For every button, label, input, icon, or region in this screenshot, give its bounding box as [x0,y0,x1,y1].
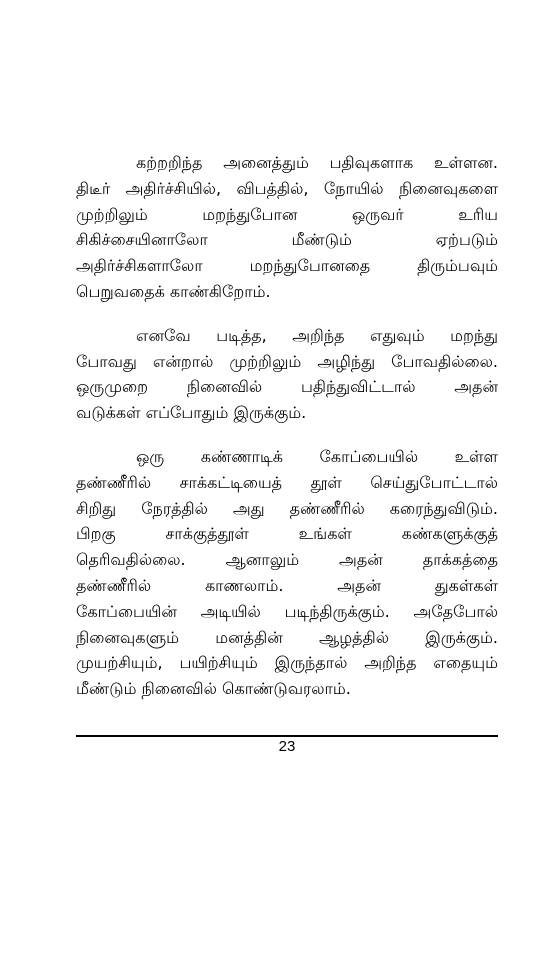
page-number: 23 [278,738,296,755]
paragraph-line: எனவே படித்த, அறிந்த எதுவும் மறந்து [136,325,498,345]
paragraph-line: திடீர் அதிர்ச்சியில், விபத்தில், நோயில் நினைவுகளை [76,178,498,198]
paragraph-line: தண்ணீரில் சாக்கட்டியைத் தூள் செய்துபோட்டால் [76,472,498,492]
paragraph-line: ஒரு கண்ணாடிக் கோப்பையில் உள்ள [136,446,498,466]
paragraph-line: சிகிச்சையினாலோ மீண்டும் ஏற்படும் [76,230,498,250]
paragraph-3 [76,444,498,702]
paragraph-line: சிறிது நேரத்தில் அது தண்ணீரில் கரைந்துவிடும். [76,498,498,518]
paragraph-line: மீண்டும் நினைவில் கொண்டுவரலாம். [76,679,351,699]
body-text [76,150,498,720]
paragraph-line: வடுக்கள் எப்போதும் இருக்கும். [76,403,307,423]
paragraph-line: பிறகு சாக்குத்தூள் உங்கள் கண்களுக்குத் [76,524,498,544]
paragraph-line: கோப்பையின் அடியில் படிந்திருக்கும். அதேபோல் [76,601,498,621]
paragraph-line: போவது என்றால் முற்றிலும் அழிந்து போவதில்லை. [76,351,498,371]
paragraph-line: அதிர்ச்சிகளாலோ மறந்துபோனதை திரும்பவும் [76,256,498,276]
paragraph-line: தண்ணீரில் காணலாம். அதன் துகள்கள் [76,575,498,595]
paragraph-2 [76,323,498,426]
paragraph-line: நினைவுகளும் மனத்தின் ஆழத்தில் இருக்கும். [76,627,498,647]
paragraph-line: முயற்சியும், பயிற்சியும் இருந்தால் அறிந்த எதையும் [76,653,498,673]
paragraph-line: ஒருமுறை நினைவில் பதிந்துவிட்டால் அதன் [76,377,498,397]
paragraph-line: கற்றறிந்த அனைத்தும் பதிவுகளாக உள்ளன. [136,153,498,172]
paragraph-line: தெரிவதில்லை. ஆனாலும் அதன் தாக்கத்தை [76,550,498,570]
paragraph-1 [76,150,498,305]
paragraph-line: பெறுவதைக் காண்கிறோம். [76,281,271,301]
paragraph-line: முற்றிலும் மறந்துபோன ஒருவர் உரிய [76,204,498,224]
